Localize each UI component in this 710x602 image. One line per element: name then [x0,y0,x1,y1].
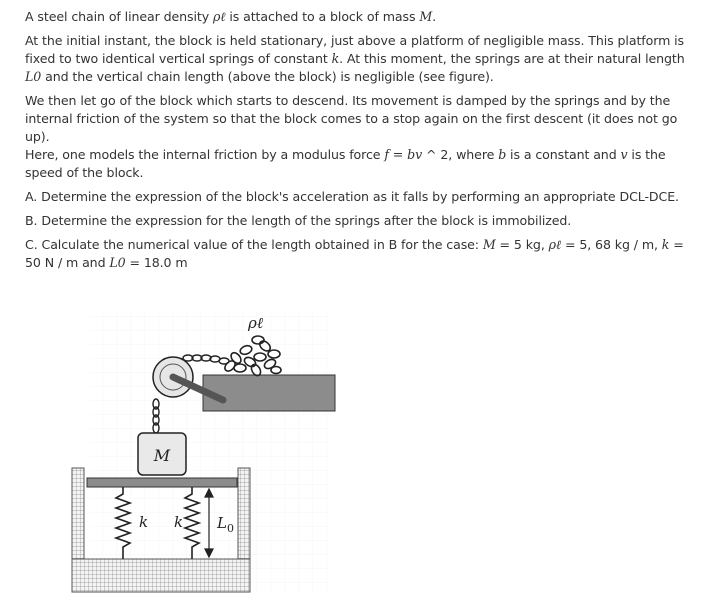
symbol-rho: ρℓ [548,237,562,252]
text: We then let go of the block which starts to descend. Its movement is damped by the springs and by the internal friction of the system so that the block comes to a stop again on the first descent (it does not go up). [25,93,678,144]
symbol-rho: ρℓ [212,9,226,24]
physics-figure [60,302,350,598]
left-spring-label: k [139,513,149,531]
text: = 18.0 m [125,255,188,270]
text: ^ 2, where [422,147,499,162]
text: is a constant and [506,147,621,162]
paragraph-setup [25,32,690,86]
symbol-k: k [331,51,340,66]
symbol-v: v [620,147,628,162]
text: C. Calculate the numerical value of the length obtained in B for the case: [25,237,483,252]
text: B. Determine the expression for the length of the springs after the block is immobilized. [25,213,572,228]
text: . [432,9,437,24]
symbol-L0: L0 [109,255,126,270]
question-b [25,212,690,230]
problem-statement [25,8,690,278]
length-label-subscript: 0 [226,522,234,535]
text: At the initial instant, the block is held stationary, just above a platform of negligible mass. This platform is fixed to two identical vertical springs of constant [25,33,685,66]
symbol-k: k [661,237,670,252]
platform [87,478,237,487]
figure-drawing [60,302,350,598]
text: is attached to a block of mass [225,9,420,24]
text: A. Determine the expression of the block's acceleration as it falls by performing an appropriate DCL-DCE. [25,189,679,204]
container-floor [72,559,250,592]
text: = 5 kg, [495,237,549,252]
text: . At this moment, the springs are at their natural length [339,51,685,66]
rho-label: ρℓ [248,314,264,332]
text: = 5, 68 kg / m, [561,237,662,252]
text: A steel chain of linear density [25,9,213,24]
text: is the speed of the block. [25,147,666,180]
symbol-b: b [498,147,507,162]
symbol-friction: f = bv [384,147,423,162]
symbol-mass: M [419,9,433,24]
symbol-L0: L0 [25,69,42,84]
table-block [203,375,335,411]
question-c [25,236,690,272]
symbol-mass: M [482,237,496,252]
paragraph-intro [25,8,690,26]
text: and the vertical chain length (above the block) is negligible (see figure). [41,69,494,84]
length-label-main: L [217,514,227,532]
text: = 50 N / m and [25,237,684,270]
mass-label: M [153,446,171,465]
paragraph-friction-model [25,146,690,182]
paragraph-release [25,92,690,146]
text: Here, one models the internal friction by a modulus force [25,147,385,162]
right-spring-label: k [174,513,184,531]
question-a [25,188,690,206]
